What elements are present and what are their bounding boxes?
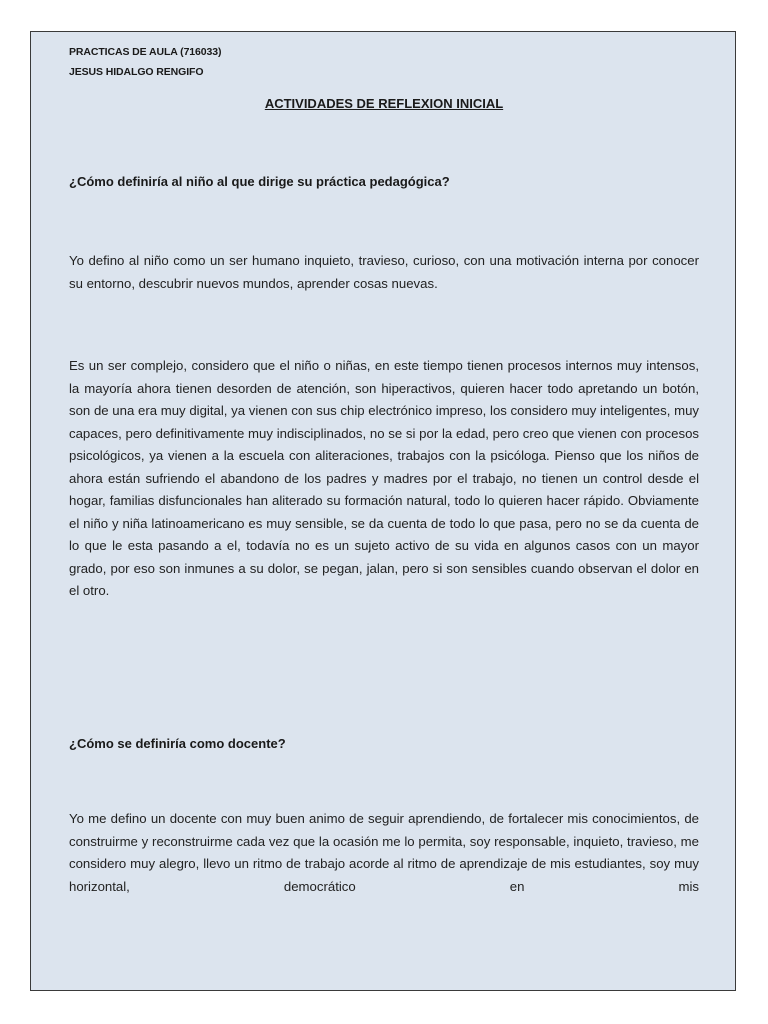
document-page	[30, 31, 736, 991]
question-1: ¿Cómo definiría al niño al que dirige su práctica pedagógica?	[69, 174, 450, 189]
question-2: ¿Cómo se definiría como docente?	[69, 736, 286, 751]
author-header: JESUS HIDALGO RENGIFO	[69, 66, 204, 78]
course-header: PRACTICAS DE AULA (716033)	[69, 46, 222, 58]
document-title: ACTIVIDADES DE REFLEXION INICIAL	[264, 96, 504, 111]
paragraph-3: Yo me defino un docente con muy buen animo de seguir aprendiendo, de fortalecer mis conocimientos, de construirme y reconstruirme cada vez que la ocasión me lo permita, soy responsable, inquieto, travieso, me considero muy alegro, llevo un ritmo de trabajo acorde al ritmo de aprendizaje de mis estudiantes, soy muy horizontal, democrático en mis	[69, 811, 699, 894]
paragraph-2: Es un ser complejo, considero que el niño o niñas, en este tiempo tienen procesos internos muy intensos, la mayoría ahora tienen desorden de atención, son hiperactivos, quieren hacer todo apretando un botón, son de una era muy digital, ya vienen con sus chip electrónico impreso, los considero muy inteligentes, muy capaces, pero definitivamente muy indisciplinados, no se si por la edad, pero creo que vienen con procesos psicológicos, ya vienen a la escuela con aliteraciones, trabajos con la psicóloga. Pienso que los niños de ahora están sufriendo el abandono de los padres y madres por el trabajo, no tienen un control desde el hogar, familias disfuncionales han aliterado su formación natural, todo lo quieren hacer rápido. Obviamente el niño y niña latinoamericano es muy sensible, se da cuenta de todo lo que pasa, pero no se da cuenta de lo que le esta pasando a el, todavía no es un sujeto activo de su vida en algunos casos con un mayor grado, por eso son inmunes a su dolor, se pegan, jalan, pero si son sensibles cuando observan el dolor en el otro.	[69, 358, 699, 598]
paragraph-1: Yo defino al niño como un ser humano inquieto, travieso, curioso, con una motivación interna por conocer su entorno, descubrir nuevos mundos, aprender cosas nuevas.	[69, 253, 699, 291]
